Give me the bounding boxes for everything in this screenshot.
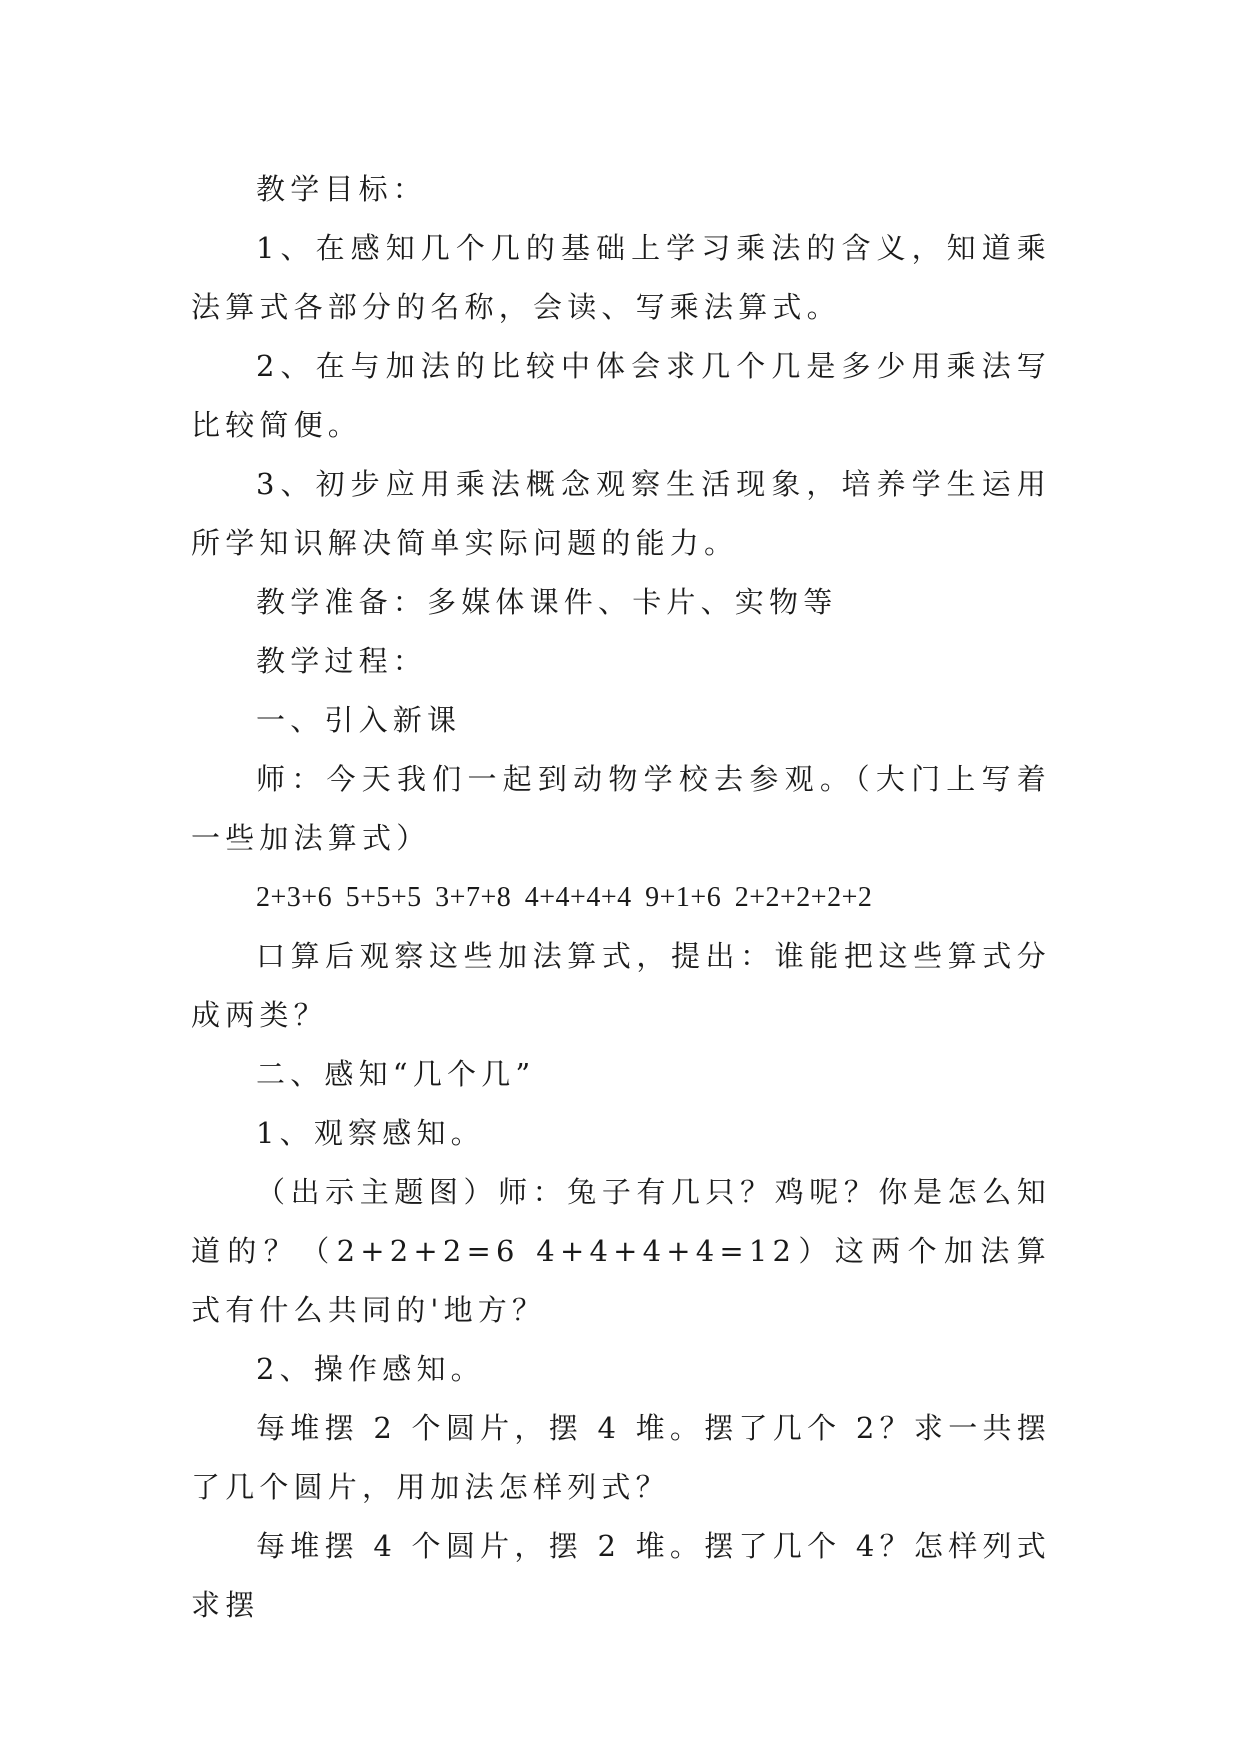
heading-teaching-process: 教学过程： [256,644,428,678]
teacher-intro: 师：今天我们一起到动物学校去参观。（大门上写着一些加法算式） [191,762,1051,855]
operate-perceive: 2、操作感知。 [256,1352,485,1386]
classify-question: 口算后观察这些加法算式，提出：谁能把这些算式分成两类？ [191,939,1051,1032]
observe-perceive: 1、观察感知。 [256,1116,485,1150]
section-2-title: 二、感知“几个几” [256,1057,536,1091]
heading-teaching-goals: 教学目标： [256,172,428,206]
theme-picture-question: （出示主题图）师：兔子有几只？鸡呢？你是怎么知道的？（2+2+2=6 4+4+4+4=12）这两个加法算式有什么共同的'地方？ [191,1175,1051,1327]
activity-four-per-pile: 每堆摆 4 个圆片，摆 2 堆。摆了几个 4？怎样列式求摆 [191,1529,1051,1622]
goal-item-1: 1、在感知几个几的基础上学习乘法的含义，知道乘法算式各部分的名称，会读、写乘法算式。 [191,231,1051,324]
goal-item-2: 2、在与加法的比较中体会求几个几是多少用乘法写比较简便。 [191,349,1051,442]
addition-formulas: 2+3+6 5+5+5 3+7+8 4+4+4+4 9+1+6 2+2+2+2+2 [256,882,873,913]
goal-item-3: 3、初步应用乘法概念观察生活现象，培养学生运用所学知识解决简单实际问题的能力。 [191,467,1051,560]
activity-two-per-pile: 每堆摆 2 个圆片，摆 4 堆。摆了几个 2？求一共摆了几个圆片，用加法怎样列式？ [191,1411,1051,1504]
section-1-title: 一、引入新课 [256,703,462,737]
document-page [191,160,1051,1635]
teaching-preparation: 教学准备：多媒体课件、卡片、实物等 [256,585,838,619]
